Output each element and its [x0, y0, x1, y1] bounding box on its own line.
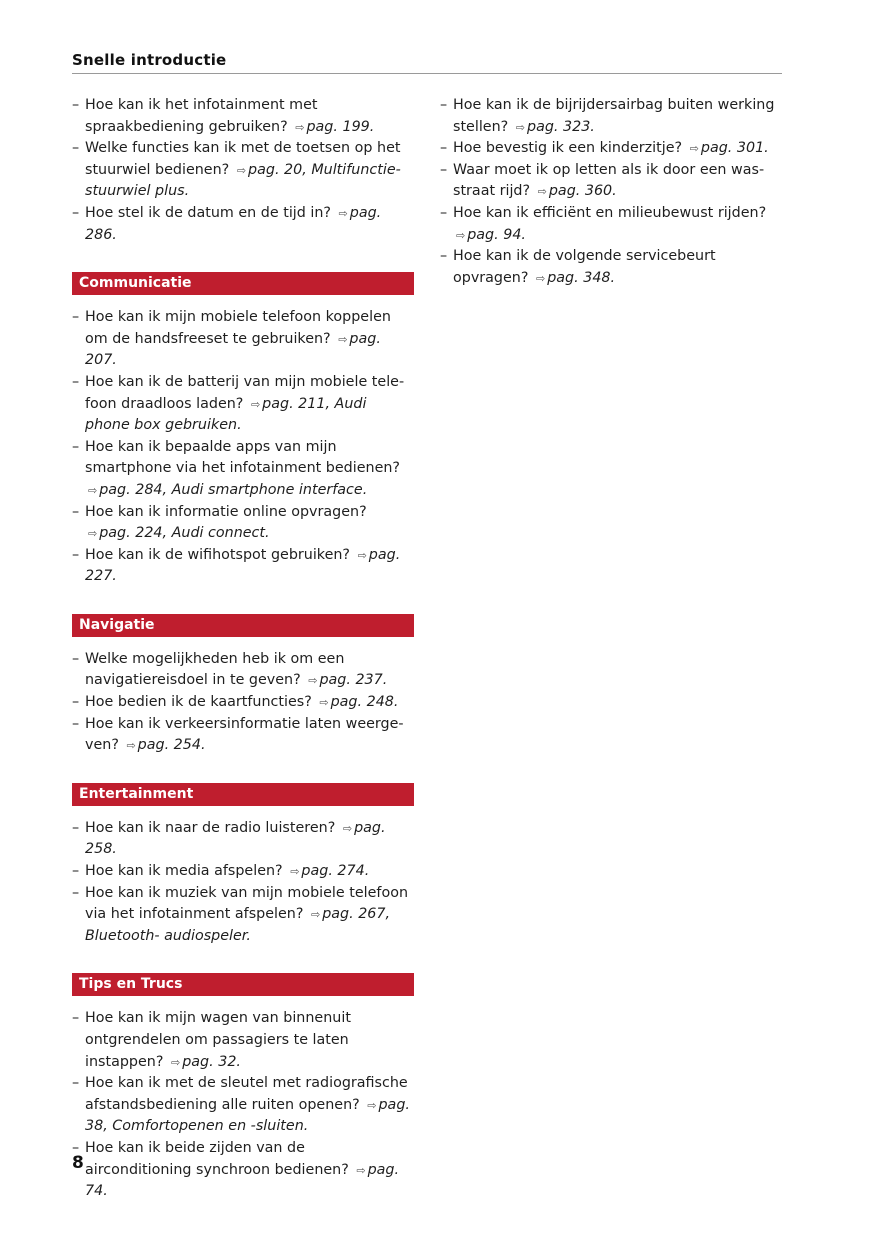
list-item	[72, 692, 414, 714]
page-number: 8	[72, 1153, 84, 1173]
section-heading-entertainment: Entertainment	[72, 783, 414, 806]
page-reference-link[interactable]: pag. 224, Audi connect.	[99, 525, 270, 542]
page-reference-link[interactable]: pag. 254.	[137, 737, 206, 754]
page-reference-link[interactable]: pag. 207.	[85, 330, 381, 369]
dash-bullet: –	[72, 884, 80, 901]
dash-bullet: –	[440, 97, 448, 113]
dash-bullet: –	[72, 650, 80, 667]
list-item	[72, 1073, 414, 1138]
entertainment-list	[72, 818, 414, 948]
list-item	[72, 372, 414, 437]
dash-bullet: –	[72, 309, 80, 326]
question-text: Hoe stel ik de datum en de tijd in?	[85, 204, 336, 221]
list-item	[72, 649, 414, 692]
arrow-right-icon: ⇨	[342, 821, 353, 835]
question-text: Hoe kan ik efficiënt en milieubewust rijden?	[453, 204, 767, 221]
page-reference-link[interactable]: pag. 274.	[301, 863, 370, 880]
question-text: Hoe kan ik informatie online opvragen?	[85, 503, 367, 520]
question-text: Hoe kan ik de batterij van mijn mobiele telefoon draadloos laden?	[85, 373, 405, 412]
arrow-right-icon: ⇨	[290, 865, 300, 879]
arrow-right-icon: ⇨	[515, 120, 526, 134]
list-item	[72, 545, 414, 588]
question-text: Hoe kan ik de volgende servicebeurt opvragen?	[453, 248, 716, 286]
arrow-right-icon: ⇨	[367, 1098, 377, 1112]
dash-bullet: –	[72, 140, 80, 157]
left-column	[72, 95, 414, 1203]
page-reference-link[interactable]: pag. 94.	[467, 226, 526, 243]
question-text: Hoe kan ik verkeersinformatie laten weergeven?	[85, 715, 404, 754]
dash-bullet: –	[72, 1075, 80, 1092]
page-reference-link[interactable]: pag. 348.	[547, 269, 616, 286]
right-list	[440, 95, 782, 289]
question-text: Hoe kan ik muziek van mijn mobiele telefoon via het infotainment afspelen?	[85, 884, 409, 923]
list-item	[72, 883, 414, 948]
section-heading-navigatie: Navigatie	[72, 614, 414, 637]
header-divider	[72, 73, 782, 74]
list-item	[440, 246, 782, 289]
dash-bullet: –	[440, 204, 448, 221]
arrow-right-icon: ⇨	[236, 163, 247, 177]
list-item	[440, 203, 782, 246]
list-item	[72, 307, 414, 372]
dash-bullet: –	[72, 1010, 80, 1027]
list-item	[72, 1008, 414, 1073]
dash-bullet: –	[72, 715, 80, 732]
arrow-right-icon: ⇨	[308, 674, 318, 688]
right-column	[440, 95, 782, 289]
dash-bullet: –	[72, 546, 80, 563]
dash-bullet: –	[72, 373, 80, 390]
dash-bullet: –	[72, 863, 80, 880]
communicatie-list	[72, 307, 414, 588]
question-text: Hoe kan ik beide zijden van de airconditioning synchroon bedienen?	[85, 1139, 354, 1178]
question-text: Hoe kan ik het infotainment met spraakbediening gebruiken?	[85, 97, 318, 135]
arrow-right-icon: ⇨	[536, 271, 546, 285]
question-text: Hoe kan ik naar de radio luisteren?	[85, 819, 340, 836]
question-text: Hoe kan ik de wifihotspot gebruiken?	[85, 546, 355, 563]
question-text: Hoe kan ik bepaalde apps van mijn smartphone via het infotainment bedienen?	[85, 438, 401, 477]
dash-bullet: –	[72, 1139, 80, 1156]
dash-bullet: –	[72, 503, 80, 520]
list-item	[440, 138, 782, 160]
page-reference-link[interactable]: pag. 237.	[319, 672, 388, 689]
list-item	[72, 502, 414, 545]
question-text: Hoe kan ik mijn mobiele telefoon koppelen om de handsfreeset te gebruiken?	[85, 309, 391, 347]
arrow-right-icon: ⇨	[295, 120, 305, 134]
arrow-right-icon: ⇨	[88, 527, 98, 541]
question-text: Waar moet ik op letten als ik door een wasstraat rijd?	[453, 161, 765, 200]
dash-bullet: –	[72, 819, 80, 836]
dash-bullet: –	[440, 161, 448, 178]
page-reference-link[interactable]: pag. 267, Bluetooth- audiospeler.	[85, 906, 391, 944]
dash-bullet: –	[72, 97, 80, 113]
page-reference-link[interactable]: pag. 301.	[700, 140, 769, 157]
page-reference-link[interactable]: pag. 286.	[85, 204, 382, 243]
question-text: Hoe kan ik met de sleutel met radiografische afstandsbediening alle ruiten openen?	[85, 1075, 408, 1113]
page-reference-link[interactable]: pag. 32.	[182, 1053, 241, 1070]
arrow-right-icon: ⇨	[537, 185, 547, 199]
page-reference-link[interactable]: pag. 74.	[85, 1161, 400, 1200]
dash-bullet: –	[440, 140, 448, 157]
page-reference-link[interactable]: pag. 323.	[527, 118, 595, 135]
question-text: Hoe bevestig ik een kinderzitje?	[453, 140, 687, 157]
question-text: Welke functies kan ik met de toetsen op het stuurwiel bedienen?	[85, 140, 401, 178]
question-text: Hoe kan ik de bijrijdersairbag buiten werking stellen?	[453, 97, 775, 135]
dash-bullet: –	[72, 204, 80, 221]
tips-list	[72, 1008, 414, 1202]
dash-bullet: –	[72, 438, 80, 455]
question-text: Hoe bedien ik de kaartfuncties?	[85, 694, 317, 711]
page-header-title: Snelle introductie	[72, 51, 227, 69]
page-reference-link[interactable]: pag. 248.	[330, 694, 399, 711]
page-reference-link[interactable]: pag. 284, Audi smartphone interface.	[99, 481, 368, 498]
question-text: Hoe kan ik mijn wagen van binnenuit ontgrendelen om passagiers te laten instappen?	[85, 1010, 351, 1070]
list-item	[440, 95, 782, 138]
question-text: Welke mogelijkheden heb ik om een navigatiereisdoel in te geven?	[85, 650, 345, 689]
arrow-right-icon: ⇨	[456, 228, 466, 242]
page-reference-link[interactable]: pag. 360.	[548, 183, 617, 200]
list-item	[72, 203, 414, 246]
list-item	[72, 714, 414, 757]
page-reference-link[interactable]: pag. 20, Multifunctiestuurwiel plus.	[85, 161, 401, 200]
list-item	[72, 861, 414, 883]
section-heading-tips-en-trucs: Tips en Trucs	[72, 973, 414, 996]
arrow-right-icon: ⇨	[171, 1055, 181, 1069]
arrow-right-icon: ⇨	[319, 696, 329, 710]
dash-bullet: –	[72, 694, 80, 711]
list-item	[440, 160, 782, 203]
list-item	[72, 1138, 414, 1203]
page-reference-link[interactable]: pag. 258.	[85, 819, 386, 858]
arrow-right-icon: ⇨	[250, 397, 261, 411]
arrow-right-icon: ⇨	[357, 548, 367, 562]
arrow-right-icon: ⇨	[356, 1163, 366, 1177]
page-reference-link[interactable]: pag. 38, Comfortopenen en -sluiten.	[85, 1096, 410, 1135]
intro-list	[72, 95, 414, 246]
dash-bullet: –	[440, 248, 448, 265]
navigatie-list	[72, 649, 414, 757]
arrow-right-icon: ⇨	[126, 739, 136, 753]
page-reference-link[interactable]: pag. 227.	[85, 546, 401, 585]
arrow-right-icon: ⇨	[88, 483, 98, 497]
list-item	[72, 95, 414, 138]
arrow-right-icon: ⇨	[689, 142, 699, 156]
arrow-right-icon: ⇨	[338, 332, 348, 346]
section-heading-communicatie: Communicatie	[72, 272, 414, 295]
page-reference-link[interactable]: pag. 199.	[306, 118, 375, 135]
list-item	[72, 437, 414, 502]
question-text: Hoe kan ik media afspelen?	[85, 863, 288, 880]
arrow-right-icon: ⇨	[338, 206, 348, 220]
list-item	[72, 818, 414, 861]
arrow-right-icon: ⇨	[310, 908, 321, 922]
list-item	[72, 138, 414, 203]
page-reference-link[interactable]: pag. 211, Audi phone box gebruiken.	[85, 395, 367, 434]
